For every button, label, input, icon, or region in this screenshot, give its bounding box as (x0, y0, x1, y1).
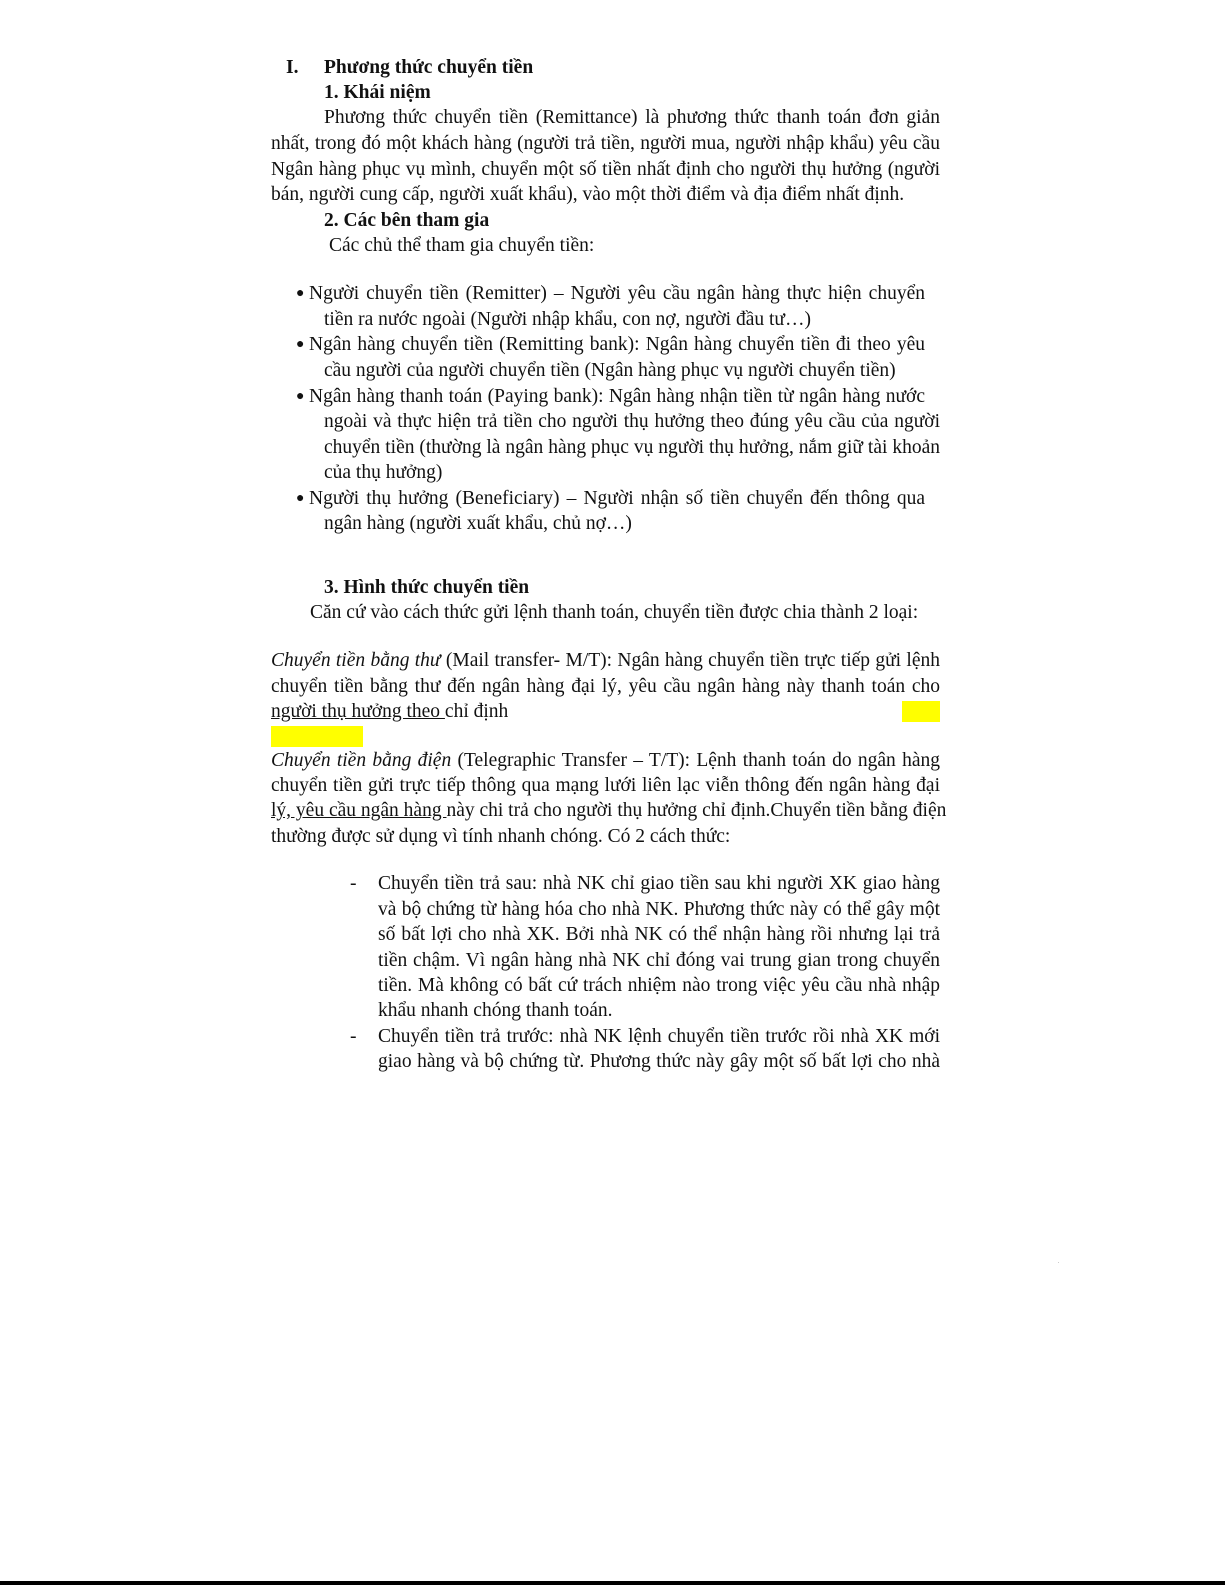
telegraphic-transfer-line (271, 748, 940, 774)
bullet-line: Người thụ hưởng (Beneficiary) – Người nhận số tiền chuyển đến thông qua (309, 488, 925, 509)
paragraph-line: nhất, trong đó một khách hàng (người trả tiền, người mua, người nhập khẩu) yêu cầu (271, 133, 940, 154)
bullet-line: cầu người của người chuyển tiền (Ngân hàng phục vụ người chuyển tiền) (324, 360, 896, 381)
highlight-mark (271, 726, 363, 747)
mail-transfer-line (271, 699, 508, 725)
bullet-icon: ● (296, 337, 305, 352)
dash-item-line: khẩu nhanh chóng thanh toán. (378, 1000, 613, 1021)
dash-item-line: số bất lợi cho nhà XK. Bởi nhà NK có thể nhận hàng rồi nhưng lại trả (378, 924, 940, 945)
intro-text: Các chủ thể tham gia chuyển tiền: (329, 235, 595, 256)
bullet-line: của thụ hưởng) (324, 462, 443, 483)
telegraphic-transfer-line: chuyển tiền gửi trực tiếp thông qua mạng lưới liên lạc viễn thông đến ngân hàng đại (271, 775, 940, 796)
dash-item-line: Chuyển tiền trả trước: nhà NK lệnh chuyển tiền trước rồi nhà XK mới (378, 1026, 940, 1047)
page-bottom-edge (0, 1581, 1225, 1585)
bullet-line: ngân hàng (người xuất khẩu, chủ nợ…) (324, 513, 632, 534)
dash-item-line: giao hàng và bộ chứng từ. Phương thức này gây một số bất lợi cho nhà (378, 1051, 940, 1072)
heading-hinh-thuc: 3. Hình thức chuyển tiền (324, 577, 530, 598)
scan-speck (1058, 1262, 1059, 1263)
mail-transfer-text: chỉ định (444, 701, 509, 722)
paragraph-line: Ngân hàng phục vụ mình, chuyển một số tiền nhất định cho người thụ hưởng (người (271, 159, 940, 180)
telegraphic-transfer-line: thường được sử dụng vì tính nhanh chóng. Có 2 cách thức: (271, 826, 731, 847)
bullet-icon: ● (296, 389, 305, 404)
bullet-icon: ● (296, 286, 305, 301)
section-number: I. (286, 57, 299, 78)
dash-item-line: tiền. Mà không có bất cứ trách nhiệm nào trong việc yêu cầu nhà nhập (378, 975, 940, 996)
underlined-text: người thụ hưởng theo (271, 701, 445, 722)
mail-transfer-text: (Mail transfer- M/T): Ngân hàng chuyển tiền trực tiếp gửi lệnh (440, 650, 940, 671)
mail-transfer-line (271, 648, 940, 674)
highlight-mark (902, 701, 940, 722)
bullet-line: Người chuyển tiền (Remitter) – Người yêu cầu ngân hàng thực hiện chuyển (309, 283, 925, 304)
heading-khai-niem: 1. Khái niệm (324, 82, 431, 103)
paragraph-line: bán, người cung cấp, người xuất khẩu), vào một thời điểm và địa điểm nhất định. (271, 184, 905, 205)
intro-text: Căn cứ vào cách thức gửi lệnh thanh toán, chuyển tiền được chia thành 2 loại: (310, 602, 919, 623)
dash-item-line: Chuyển tiền trả sau: nhà NK chỉ giao tiền sau khi người XK giao hàng (378, 873, 940, 894)
bullet-icon: ● (296, 491, 305, 506)
mail-transfer-line: chuyển tiền bằng thư đến ngân hàng đại lý, yêu cầu ngân hàng này thanh toán cho (271, 676, 940, 697)
section-title: Phương thức chuyển tiền (324, 57, 534, 78)
bullet-line: Ngân hàng chuyển tiền (Remitting bank): Ngân hàng chuyển tiền đi theo yêu (309, 334, 925, 355)
telegraphic-transfer-text: này chi trả cho người thụ hưởng chỉ định.Chuyển tiền bằng điện (446, 800, 947, 821)
bullet-line: ngoài và thực hiện trả tiền cho người thụ hưởng theo đúng yêu cầu của người (324, 411, 940, 432)
dash-item-line: và bộ chứng từ hàng hóa cho nhà NK. Phương thức này có thể gây một (378, 899, 940, 920)
term-mail-transfer: Chuyển tiền bằng thư (271, 650, 441, 671)
bullet-line: chuyển tiền (thường là ngân hàng phục vụ người thụ hưởng, nắm giữ tài khoản (324, 437, 940, 458)
term-telegraphic-transfer: Chuyển tiền bằng điện (271, 750, 452, 771)
dash-item-line: tiền chậm. Vì ngân hàng nhà NK chỉ đóng vai trung gian trong chuyển (378, 950, 940, 971)
telegraphic-transfer-text: (Telegraphic Transfer – T/T): Lệnh thanh toán do ngân hàng (451, 750, 940, 771)
bullet-line: tiền ra nước ngoài (Người nhập khẩu, con nợ, người đầu tư…) (324, 309, 811, 330)
heading-cac-ben: 2. Các bên tham gia (324, 210, 490, 231)
telegraphic-transfer-line (271, 798, 947, 824)
underlined-text: lý, yêu cầu ngân hàng (271, 800, 447, 821)
bullet-line: Ngân hàng thanh toán (Paying bank): Ngân hàng nhận tiền từ ngân hàng nước (309, 386, 925, 407)
dash-icon: - (350, 1026, 357, 1047)
paragraph-line: Phương thức chuyển tiền (Remittance) là phương thức thanh toán đơn giản (324, 107, 940, 128)
dash-icon: - (350, 873, 357, 894)
